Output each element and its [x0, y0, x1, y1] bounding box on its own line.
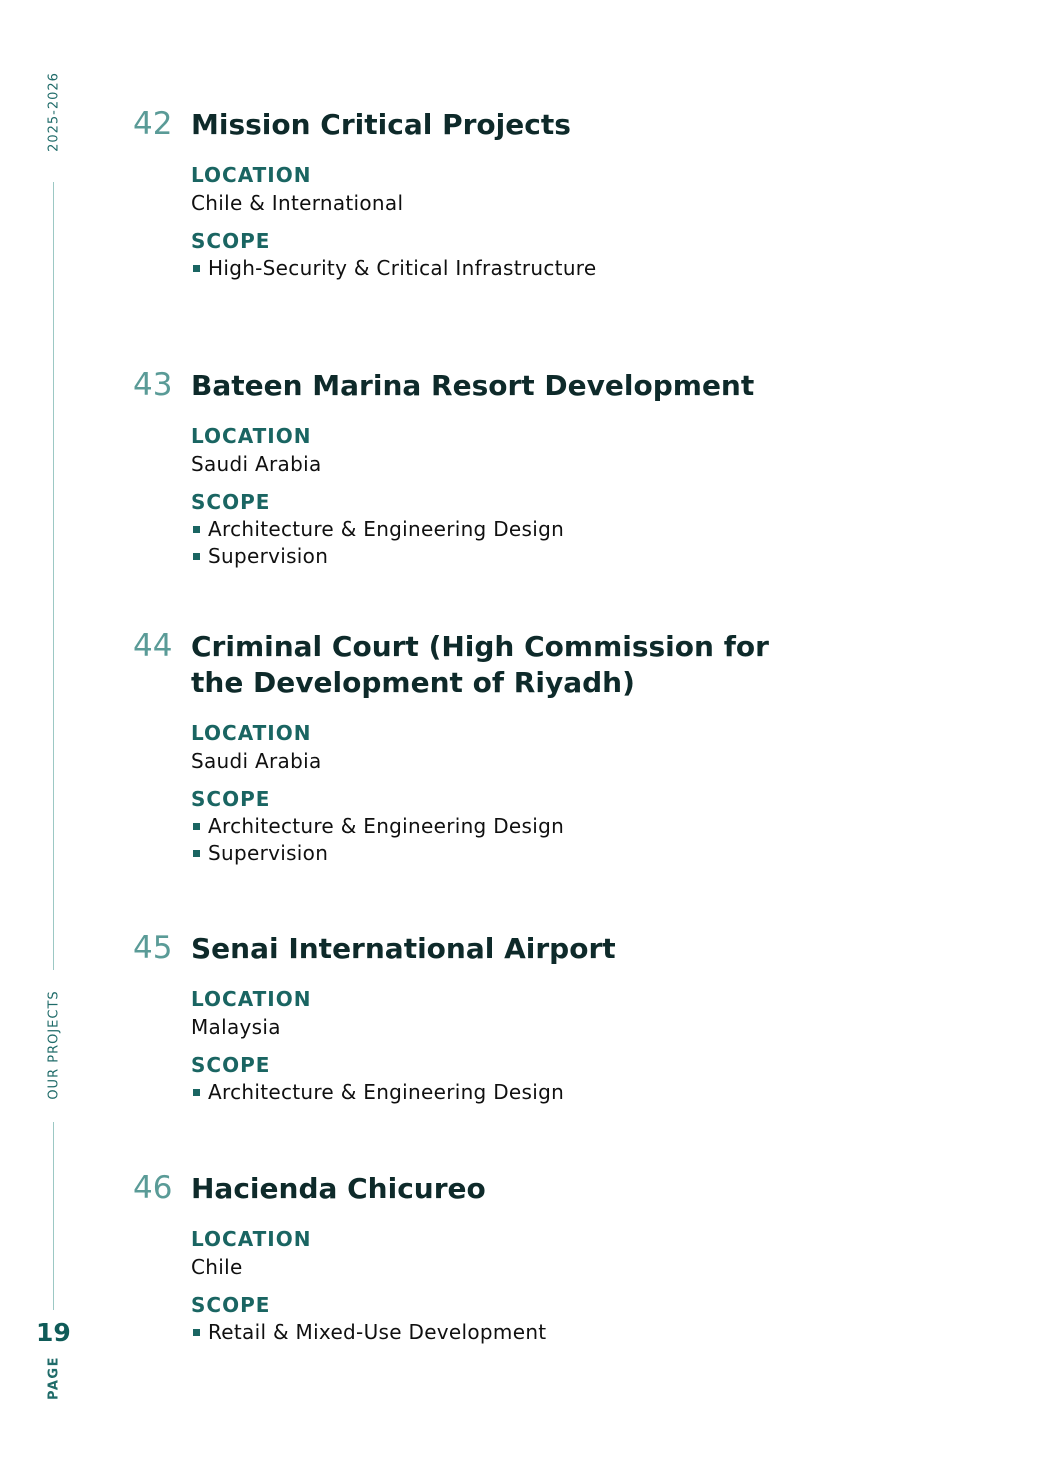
- location-label: LOCATION: [191, 163, 312, 187]
- scope-item-text: High-Security & Critical Infrastructure: [208, 256, 597, 280]
- scope-item: [191, 255, 853, 282]
- square-bullet-icon: [193, 526, 200, 533]
- scope-item-text: Architecture & Engineering Design: [208, 517, 565, 541]
- project-entry: [133, 107, 853, 282]
- square-bullet-icon: [193, 850, 200, 857]
- location-value: Malaysia: [191, 1015, 281, 1039]
- square-bullet-icon: [193, 823, 200, 830]
- location-value: Saudi Arabia: [191, 749, 322, 773]
- project-entry: [133, 368, 853, 570]
- sidebar-divider-top: [53, 182, 54, 970]
- page-number: 19: [36, 1318, 71, 1347]
- project-entry: [133, 931, 853, 1106]
- section-label: OUR PROJECTS: [46, 990, 62, 1100]
- scope-item: [191, 813, 853, 840]
- scope-item-text: Architecture & Engineering Design: [208, 1080, 565, 1104]
- scope-item-text: Supervision: [208, 841, 329, 865]
- scope-label: SCOPE: [191, 1293, 271, 1317]
- project-number: 43: [133, 367, 173, 403]
- project-number: 46: [133, 1170, 173, 1206]
- project-entry: [133, 1171, 853, 1346]
- location-label: LOCATION: [191, 424, 312, 448]
- project-entry: [133, 629, 853, 867]
- project-title: Hacienda Chicureo: [191, 1172, 486, 1205]
- scope-list: [191, 1079, 853, 1106]
- scope-label: SCOPE: [191, 1053, 271, 1077]
- scope-list: [191, 255, 853, 282]
- project-title: Senai International Airport: [191, 932, 616, 965]
- scope-item: [191, 840, 853, 867]
- square-bullet-icon: [193, 553, 200, 560]
- scope-label: SCOPE: [191, 490, 271, 514]
- sidebar-divider-bottom: [53, 1122, 54, 1310]
- location-value: Chile & International: [191, 191, 404, 215]
- project-title: Bateen Marina Resort Development: [191, 369, 755, 402]
- scope-label: SCOPE: [191, 229, 271, 253]
- location-label: LOCATION: [191, 987, 312, 1011]
- scope-label: SCOPE: [191, 787, 271, 811]
- project-number: 44: [133, 628, 173, 664]
- project-title: Mission Critical Projects: [191, 108, 571, 141]
- scope-item-text: Architecture & Engineering Design: [208, 814, 565, 838]
- square-bullet-icon: [193, 1089, 200, 1096]
- scope-item-text: Retail & Mixed-Use Development: [208, 1320, 547, 1344]
- year-label: 2025-2026: [46, 72, 62, 152]
- project-title: Criminal Court (High Commission for the Development of Riyadh): [191, 630, 769, 699]
- location-value: Chile: [191, 1255, 243, 1279]
- scope-item: [191, 543, 853, 570]
- scope-list: [191, 813, 853, 867]
- location-value: Saudi Arabia: [191, 452, 322, 476]
- scope-item: [191, 1319, 853, 1346]
- scope-item: [191, 1079, 853, 1106]
- location-label: LOCATION: [191, 721, 312, 745]
- project-number: 45: [133, 930, 173, 966]
- scope-list: [191, 1319, 853, 1346]
- scope-item-text: Supervision: [208, 544, 329, 568]
- page-label: PAGE: [46, 1356, 62, 1400]
- square-bullet-icon: [193, 265, 200, 272]
- project-number: 42: [133, 106, 173, 142]
- square-bullet-icon: [193, 1329, 200, 1336]
- scope-item: [191, 516, 853, 543]
- scope-list: [191, 516, 853, 570]
- location-label: LOCATION: [191, 1227, 312, 1251]
